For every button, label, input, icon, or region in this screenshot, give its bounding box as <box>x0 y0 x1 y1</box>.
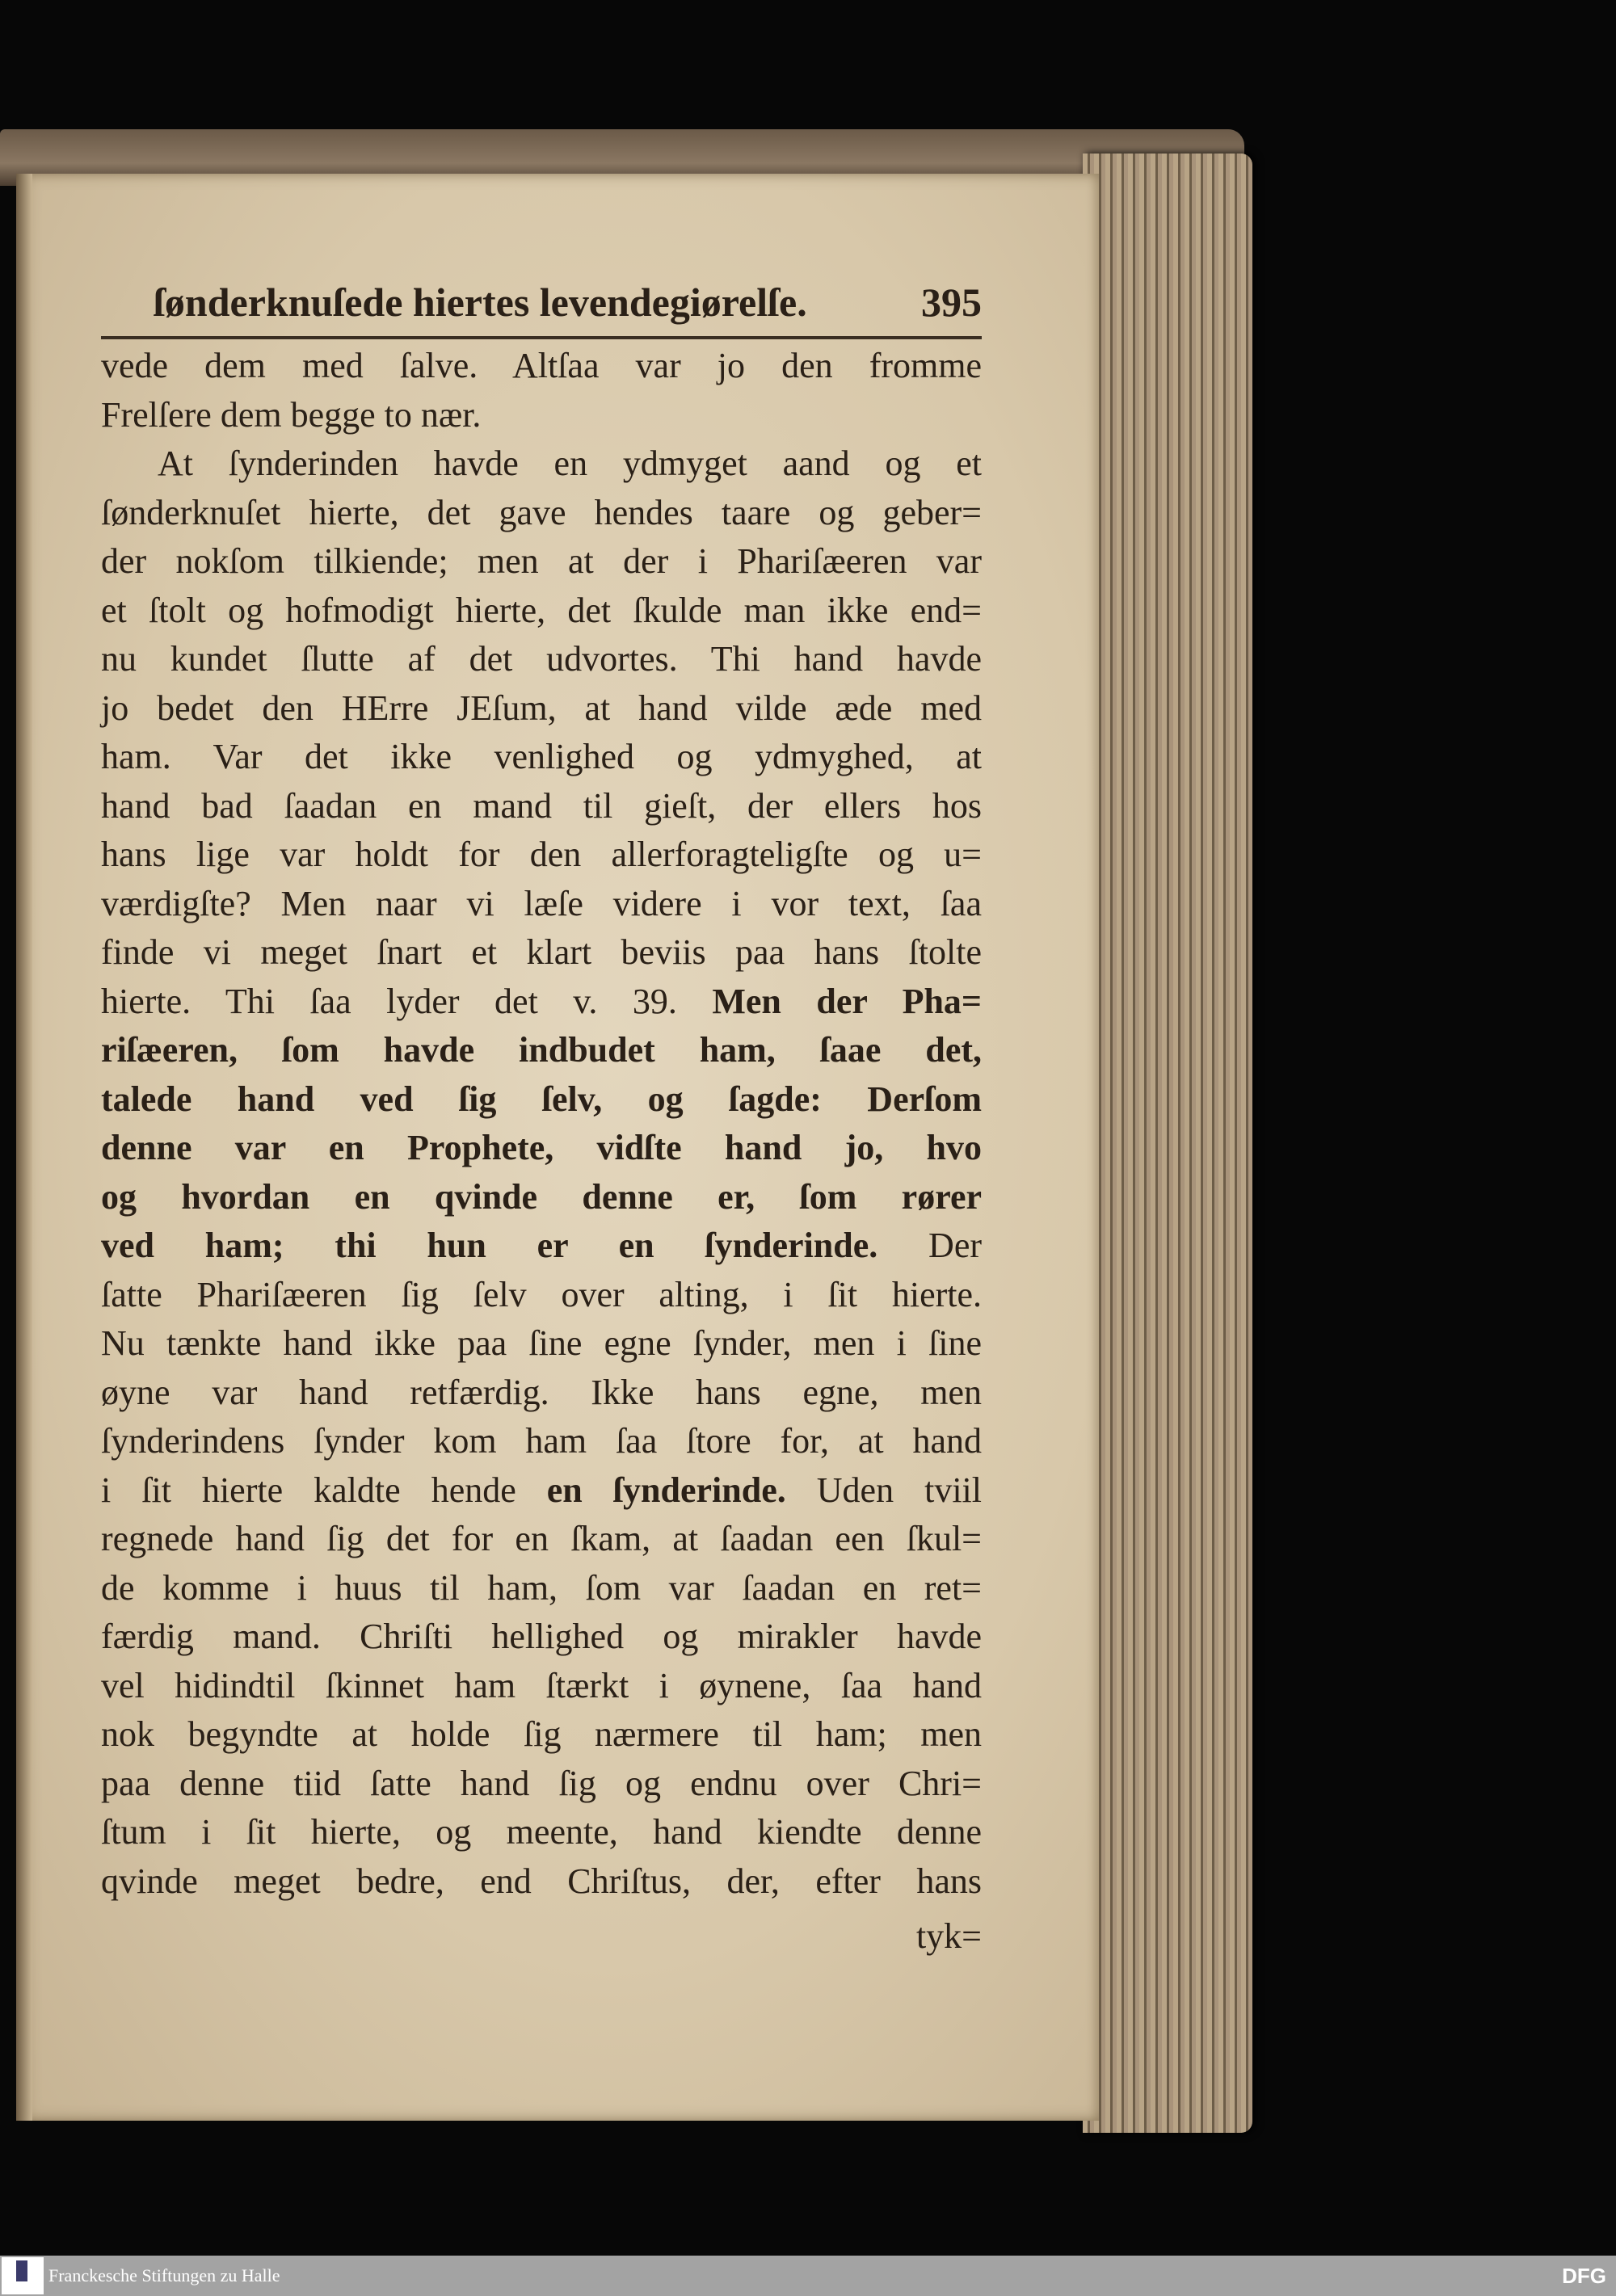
text-segment: ſatte Phariſæeren ſig ſelv over alting, i ſit hierte. <box>101 1274 982 1314</box>
text-segment: Frelſere dem begge to nær. <box>101 394 482 435</box>
text-line <box>101 1271 982 1320</box>
text-line <box>101 1124 982 1173</box>
text-segment: hand bad ſaadan en mand til gieſt, der ellers hos <box>101 785 982 826</box>
text-segment: værdigſte? Men naar vi læſe videre i vor text, ſaa <box>101 883 982 923</box>
text-segment: færdig mand. Chriſti hellighed og mirakler havde <box>101 1617 982 1656</box>
gutter-shadow <box>16 174 32 2121</box>
text-segment: nu kundet ſlutte af det udvortes. Thi hand havde <box>101 639 982 679</box>
text-line <box>101 1613 982 1662</box>
institution-name: Franckesche Stiftungen zu Halle <box>48 2265 280 2285</box>
text-line <box>101 1466 982 1516</box>
text-line <box>101 635 982 684</box>
text-line <box>101 587 982 636</box>
text-segment: finde vi meget ſnart et klart beviis paa hans ſtolte <box>101 932 982 972</box>
page-stack-edges <box>1083 153 1252 2133</box>
text-line <box>101 1710 982 1760</box>
text-line <box>101 391 982 440</box>
text-segment: hans lige var holdt for den allerforagteligſte og u= <box>101 835 982 874</box>
text-segment: ſtum i ſit hierte, og meente, hand kiendte denne <box>101 1812 982 1852</box>
text-line <box>101 880 982 929</box>
text-line <box>101 1808 982 1857</box>
text-line <box>101 1515 982 1564</box>
text-segment: i ſit hierte kaldte hende <box>101 1470 547 1510</box>
text-line <box>101 782 982 831</box>
institution-logo <box>2 2257 44 2294</box>
text-segment: der nokſom tilkiende; men at der i Phariſæeren var <box>101 541 982 581</box>
text-segment: ſynderindens ſynder kom ham ſaa ſtore for, at hand <box>101 1421 982 1461</box>
bold-text-segment: riſæeren, ſom havde indbudet ham, ſaae det, <box>101 1030 982 1070</box>
text-segment: paa denne tiid ſatte hand ſig og endnu over Chri= <box>101 1763 982 1803</box>
bold-text-segment: denne var en Prophete, vidſte hand jo, hvo <box>101 1128 982 1167</box>
text-segment: de komme i huus til ham, ſom var ſaadan en ret= <box>101 1567 982 1608</box>
bold-text-segment: en ſynderinde. <box>546 1470 786 1510</box>
text-segment: Nu tænkte hand ikke paa ſine egne ſynder, men i ſine <box>101 1323 982 1363</box>
page-number: 395 <box>921 280 982 325</box>
text-line <box>101 1564 982 1613</box>
bold-text-segment: og hvordan en qvinde denne er, ſom rører <box>101 1176 982 1217</box>
text-segment: At ſynderinden havde en ydmyget aand og et <box>158 444 982 483</box>
text-segment: jo bedet den HErre JEſum, at hand vilde æde med <box>101 688 982 728</box>
text-segment: Der <box>877 1226 982 1265</box>
text-segment: qvinde meget bedre, end Chriſtus, der, efter hans <box>101 1861 982 1901</box>
running-header <box>154 279 982 330</box>
text-line <box>101 489 982 538</box>
text-line <box>101 978 982 1027</box>
body-text <box>101 342 982 1906</box>
bold-text-segment: Men der Pha= <box>712 981 982 1021</box>
text-segment: regnede hand ſig det for en ſkam, at ſaadan een ſkul= <box>101 1519 982 1558</box>
text-segment: hierte. Thi ſaa lyder det v. 39. <box>101 981 713 1021</box>
text-line <box>101 1026 982 1075</box>
text-segment: ſønderknuſet hierte, det gave hendes taare og geber= <box>101 492 982 532</box>
header-rule <box>101 336 982 339</box>
text-line <box>101 1075 982 1125</box>
text-line <box>101 1173 982 1222</box>
text-line <box>101 342 982 391</box>
text-line <box>101 684 982 734</box>
text-segment: vel hidindtil ſkinnet ham ſtærkt i øynene, ſaa hand <box>101 1665 982 1705</box>
bold-text-segment: ved ham; thi hun er en ſynderinde. <box>101 1226 878 1265</box>
footer-bar <box>0 2256 1616 2296</box>
running-title: ſønderknuſede hiertes levendegiørelſe. <box>154 280 807 325</box>
text-segment: øyne var hand retfærdig. Ikke hans egne, men <box>101 1372 982 1412</box>
text-line <box>101 1857 982 1907</box>
dfg-logo: DFG <box>1562 2264 1606 2288</box>
catchword: tyk= <box>915 1916 982 1956</box>
text-line <box>101 1319 982 1369</box>
text-line <box>101 439 982 489</box>
text-line <box>101 928 982 978</box>
text-line <box>101 733 982 782</box>
text-line <box>101 537 982 587</box>
text-line <box>101 831 982 880</box>
bold-text-segment: talede hand ved ſig ſelv, og ſagde: Derſom <box>101 1079 982 1119</box>
text-segment: et ſtolt og hofmodigt hierte, det ſkulde man ikke end= <box>101 590 982 630</box>
text-segment: Uden tviil <box>785 1470 982 1510</box>
text-line <box>101 1222 982 1271</box>
text-segment: nok begyndte at holde ſig nærmere til ham; men <box>101 1714 982 1754</box>
text-line <box>101 1369 982 1418</box>
text-line <box>101 1760 982 1809</box>
text-line <box>101 1417 982 1466</box>
text-line <box>101 1662 982 1711</box>
text-segment: ham. Var det ikke venlighed og ydmyghed, at <box>101 737 982 776</box>
text-segment: vede dem med ſalve. Altſaa var jo den fromme <box>101 346 982 385</box>
